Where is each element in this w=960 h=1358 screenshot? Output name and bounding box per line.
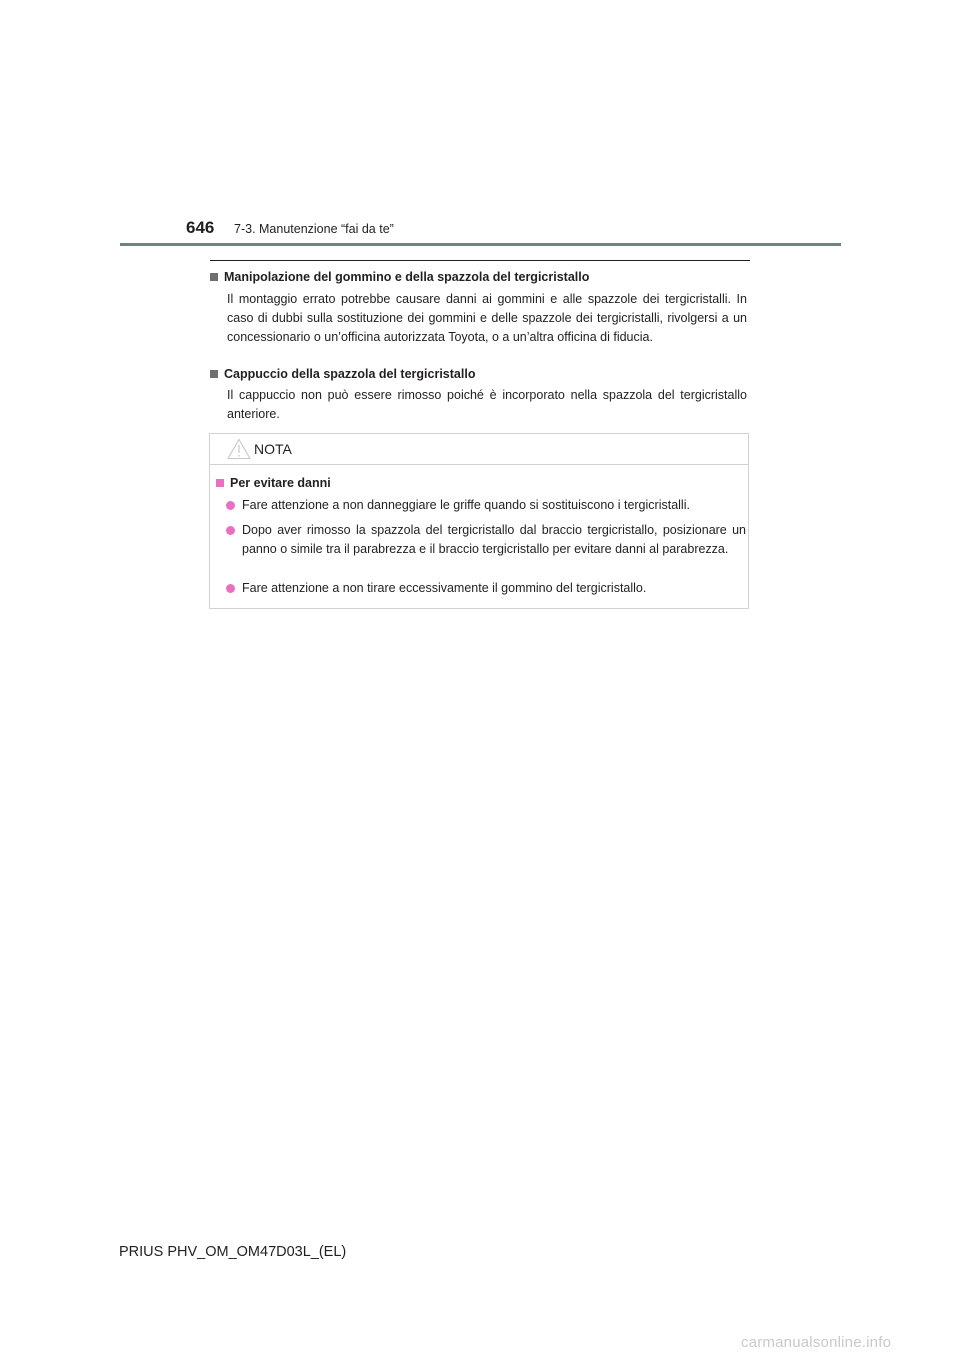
notice-item — [226, 521, 746, 559]
notice-item-text: Dopo aver rimosso la spazzola del tergicristallo dal braccio tergicristallo, posizionare un panno o simile tra il parabrezza e il braccio tergicristallo per evitare danni al parabrezza. — [242, 523, 746, 556]
notice-heading — [216, 476, 331, 490]
section-heading-wiper-rubber — [210, 270, 589, 284]
section-heading-text: Manipolazione del gommino e della spazzola del tergicristallo — [224, 270, 590, 284]
notice-box — [209, 433, 749, 609]
section-heading-wiper-cap — [210, 367, 475, 381]
section-title: 7-3. Manutenzione “fai da te” — [234, 222, 394, 236]
section-heading-text: Cappuccio della spazzola del tergicristallo — [224, 367, 476, 381]
notice-item-text: Fare attenzione a non danneggiare le griffe quando si sostituiscono i tergicristalli. — [242, 498, 690, 512]
section-body-wiper-cap: Il cappuccio non può essere rimosso poiché è incorporato nella spazzola del tergicristallo anteriore. — [227, 388, 747, 421]
pink-square-bullet-icon — [216, 479, 224, 487]
section-body-wiper-rubber: Il montaggio errato potrebbe causare danni ai gommini e alle spazzole dei tergicristalli. In caso di dubbi sulla sostituzione dei gommini e delle spazzole dei tergicristalli, rivolgersi a un concessionario o un’officina autorizzata Toyota, o a un’altra officina di fiducia. — [227, 292, 747, 344]
content-divider — [210, 260, 750, 261]
pink-dot-bullet-icon — [226, 501, 235, 510]
header-rule — [120, 243, 841, 246]
notice-item — [226, 496, 746, 515]
square-bullet-icon — [210, 273, 218, 281]
pink-dot-bullet-icon — [226, 584, 235, 593]
notice-header — [210, 434, 748, 465]
pink-dot-bullet-icon — [226, 526, 235, 535]
manual-code: PRIUS PHV_OM_OM47D03L_(EL) — [119, 1244, 347, 1260]
notice-item — [226, 579, 746, 598]
square-bullet-icon — [210, 370, 218, 378]
notice-item-text: Fare attenzione a non tirare eccessivamente il gommino del tergicristallo. — [242, 581, 647, 595]
page-number: 646 — [186, 218, 215, 237]
notice-heading-text: Per evitare danni — [230, 476, 331, 490]
notice-title: NOTA — [254, 441, 292, 457]
watermark: carmanualsonline.info — [741, 1334, 892, 1351]
warning-triangle-icon — [227, 438, 251, 460]
